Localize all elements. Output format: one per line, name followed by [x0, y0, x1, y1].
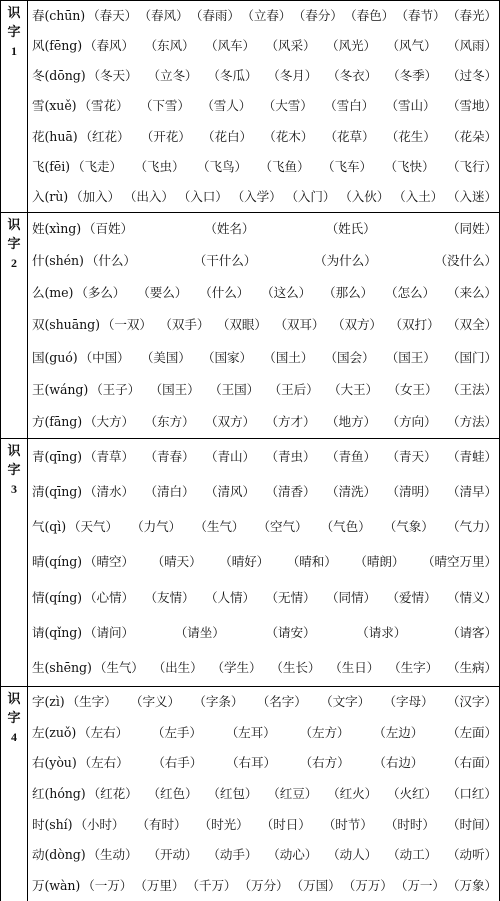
compound-word: （生气）	[93, 660, 144, 676]
section-label-char: 字	[7, 463, 21, 478]
compound-word: （花生）	[385, 128, 436, 144]
compound-word: （中国）	[79, 349, 130, 365]
compound-word: （口红）	[446, 785, 497, 801]
compound-word: （雪人）	[201, 98, 252, 114]
compound-word: （汉字）	[446, 694, 497, 710]
character-row	[32, 381, 497, 399]
compound-word: （红花）	[87, 785, 138, 801]
compound-word: （雪地）	[446, 98, 497, 114]
compound-word: （动工）	[387, 847, 438, 863]
character-row	[32, 413, 497, 431]
compound-word: （姓氏）	[325, 221, 376, 237]
character-row	[32, 518, 497, 536]
section-number: 3	[11, 482, 17, 496]
compound-word: （动手）	[207, 847, 258, 863]
compound-word: （人情）	[204, 589, 255, 605]
compound-word: （左边）	[373, 724, 424, 740]
compound-word: （冬月）	[267, 68, 318, 84]
section-label-char: 识	[7, 218, 21, 233]
compound-word: （开花）	[140, 128, 191, 144]
compound-word: （同姓）	[447, 221, 497, 237]
compound-word: （东风）	[144, 38, 195, 54]
compound-word: （生长）	[270, 660, 321, 676]
character-pinyin: 春(chūn)	[32, 8, 86, 24]
character-row	[32, 349, 497, 367]
word-list	[75, 284, 497, 302]
word-list	[80, 128, 497, 146]
compound-word: （王后）	[268, 381, 319, 397]
word-list	[79, 754, 497, 772]
compound-word: （大雪）	[262, 98, 313, 114]
character-pinyin: 清(qīng)	[32, 483, 82, 499]
compound-word: （同情）	[325, 589, 376, 605]
character-pinyin: 请(qǐng)	[32, 625, 82, 641]
compound-word: （开动）	[147, 847, 198, 863]
compound-word: （友情）	[144, 589, 195, 605]
compound-word: （气力）	[446, 519, 497, 535]
compound-word: （春天）	[87, 8, 138, 24]
word-list	[79, 97, 498, 115]
table-section-1	[1, 1, 499, 213]
compound-word: （生字）	[66, 694, 117, 710]
character-pinyin: 什(shén)	[32, 253, 84, 269]
character-pinyin: 左(zuǒ)	[32, 724, 77, 740]
word-list	[70, 188, 497, 206]
compound-word: （青天）	[386, 448, 437, 464]
compound-word: （天气）	[68, 519, 118, 535]
character-row	[32, 252, 497, 270]
compound-word: （加入）	[70, 188, 121, 204]
compound-word: （花白）	[202, 128, 253, 144]
compound-word: （动心）	[267, 847, 318, 863]
section-label-char: 字	[7, 25, 21, 40]
compound-word: （晴空）	[83, 554, 134, 570]
section-label-char: 字	[7, 711, 21, 726]
compound-word: （国土）	[263, 349, 314, 365]
character-row	[32, 483, 497, 501]
compound-word: （左耳）	[225, 724, 276, 740]
compound-word: （飞走）	[71, 158, 122, 174]
character-pinyin: 花(huā)	[32, 128, 78, 144]
character-pinyin: 方(fāng)	[32, 413, 83, 429]
compound-word: （晴天）	[151, 554, 202, 570]
compound-word: （气象）	[383, 519, 434, 535]
compound-word: （右方）	[299, 755, 350, 771]
compound-word: （下雪）	[139, 98, 190, 114]
compound-word: （力气）	[131, 519, 182, 535]
compound-word: （红豆）	[267, 785, 318, 801]
character-pinyin: 飞(fēi)	[32, 158, 70, 174]
word-list	[78, 724, 497, 742]
compound-word: （地方）	[326, 413, 376, 429]
character-row	[32, 188, 497, 206]
compound-word: （清明）	[386, 483, 437, 499]
compound-word: （春分）	[292, 8, 343, 24]
compound-word: （左右）	[78, 724, 129, 740]
compound-word: （国王）	[385, 349, 436, 365]
compound-word: （文字）	[320, 694, 371, 710]
character-row	[32, 448, 497, 466]
word-list	[90, 381, 497, 399]
compound-word: （春色）	[344, 8, 395, 24]
compound-word: （清白）	[144, 483, 195, 499]
compound-word: （飞快）	[384, 158, 435, 174]
word-list	[84, 448, 497, 466]
compound-word: （万万）	[342, 877, 393, 893]
compound-word: （入口）	[177, 188, 228, 204]
word-list	[94, 659, 497, 677]
character-row	[32, 128, 497, 146]
character-row	[32, 816, 497, 834]
compound-word: （雪花）	[78, 98, 129, 114]
compound-word: （生动）	[87, 847, 138, 863]
compound-word: （飞鸟）	[196, 158, 247, 174]
compound-word: （入土）	[393, 188, 444, 204]
compound-word: （心情）	[83, 589, 134, 605]
word-list	[84, 413, 497, 431]
compound-word: （多么）	[75, 285, 126, 301]
character-pinyin: 双(shuāng)	[32, 317, 100, 333]
compound-word: （飞车）	[321, 158, 372, 174]
compound-word: （右边）	[373, 755, 424, 771]
character-row	[32, 659, 497, 677]
section-label	[1, 687, 28, 901]
character-row	[32, 877, 497, 895]
compound-word: （左方）	[299, 724, 350, 740]
compound-word: （飞鱼）	[259, 158, 310, 174]
compound-word: （立冬）	[147, 68, 198, 84]
compound-word: （右耳）	[225, 755, 276, 771]
word-list	[84, 37, 497, 55]
compound-word: （无情）	[265, 589, 316, 605]
character-pinyin: 国(guó)	[32, 349, 78, 365]
word-list	[84, 589, 497, 607]
compound-word: （春风）	[84, 38, 134, 54]
word-list	[84, 624, 497, 642]
compound-word: （青春）	[144, 448, 195, 464]
compound-word: （飞行）	[446, 158, 497, 174]
compound-word: （风车）	[205, 38, 255, 54]
compound-word: （飞虫）	[134, 158, 185, 174]
compound-word: （时日）	[260, 816, 311, 832]
word-list	[68, 518, 497, 536]
compound-word: （清风）	[204, 483, 255, 499]
compound-word: （请安）	[265, 625, 316, 641]
section-number: 2	[11, 256, 17, 270]
compound-word: （双眼）	[216, 317, 267, 333]
compound-word: （学生）	[211, 660, 262, 676]
compound-word: （情义）	[446, 589, 497, 605]
section-label-char: 字	[7, 237, 21, 252]
compound-word: （动人）	[327, 847, 378, 863]
compound-word: （一双）	[101, 317, 152, 333]
compound-word: （什么）	[199, 285, 250, 301]
compound-word: （万里）	[134, 877, 185, 893]
compound-word: （风雨）	[447, 38, 497, 54]
compound-word: （动听）	[446, 847, 497, 863]
character-pinyin: 冬(dōng)	[32, 68, 86, 84]
word-list	[74, 816, 497, 834]
compound-word: （春节）	[395, 8, 446, 24]
compound-word: （小时）	[74, 816, 125, 832]
word-list	[86, 252, 497, 270]
compound-word: （王法）	[447, 381, 497, 397]
compound-word: （左面）	[446, 724, 497, 740]
section-number: 1	[11, 44, 17, 58]
compound-word: （左手）	[151, 724, 202, 740]
character-pinyin: 红(hóng)	[32, 785, 86, 801]
character-row	[32, 7, 497, 25]
compound-word: （晴朗）	[354, 554, 405, 570]
compound-word: （晴空万里）	[422, 554, 497, 570]
compound-word: （万国）	[290, 877, 341, 893]
compound-word: （花朵）	[446, 128, 497, 144]
compound-word: （名字）	[256, 694, 307, 710]
compound-word: （春雨）	[189, 8, 240, 24]
compound-word: （这么）	[261, 285, 312, 301]
character-row	[32, 624, 497, 642]
character-pinyin: 情(qíng)	[32, 589, 82, 605]
character-pinyin: 雪(xuě)	[32, 98, 77, 114]
compound-word: （大方）	[84, 413, 135, 429]
compound-word: （春光）	[446, 8, 497, 24]
compound-word: （气色）	[320, 519, 371, 535]
compound-word: （来么）	[446, 285, 497, 301]
compound-word: （青虫）	[265, 448, 316, 464]
word-list	[82, 877, 497, 895]
compound-word: （火红）	[387, 785, 438, 801]
compound-word: （大王）	[328, 381, 379, 397]
compound-word: （方才）	[265, 413, 316, 429]
compound-word: （王子）	[90, 381, 141, 397]
compound-word: （国会）	[324, 349, 375, 365]
compound-word: （晴好）	[219, 554, 270, 570]
character-row	[32, 284, 497, 302]
compound-word: （百姓）	[83, 221, 134, 237]
character-pinyin: 字(zì)	[32, 694, 65, 710]
character-pinyin: 晴(qíng)	[32, 554, 82, 570]
compound-word: （东方）	[144, 413, 195, 429]
compound-word: （万分）	[238, 877, 289, 893]
compound-word: （左右）	[78, 755, 129, 771]
section-rows	[28, 1, 499, 212]
compound-word: （入迷）	[446, 188, 497, 204]
word-list	[84, 483, 497, 501]
compound-word: （出入）	[123, 188, 174, 204]
compound-word: （生字）	[388, 660, 439, 676]
character-pinyin: 时(shí)	[32, 816, 73, 832]
compound-word: （时节）	[322, 816, 373, 832]
character-pinyin: 姓(xìng)	[32, 221, 82, 237]
character-row	[32, 589, 497, 607]
compound-word: （双耳）	[274, 317, 325, 333]
compound-word: （时光）	[198, 816, 249, 832]
character-pinyin: 风(fēng)	[32, 38, 83, 54]
section-rows	[28, 439, 499, 686]
compound-word: （美国）	[140, 349, 191, 365]
compound-word: （清水）	[83, 483, 134, 499]
table-section-4	[1, 687, 499, 901]
compound-word: （双方）	[205, 413, 256, 429]
section-label-char: 识	[7, 692, 21, 707]
compound-word: （过冬）	[446, 68, 497, 84]
compound-word: （冬季）	[387, 68, 438, 84]
character-pinyin: 气(qì)	[32, 519, 67, 535]
compound-word: （雪山）	[385, 98, 436, 114]
character-row	[32, 220, 497, 238]
compound-word: （右手）	[152, 755, 203, 771]
compound-word: （立春）	[241, 8, 292, 24]
compound-word: （国家）	[202, 349, 253, 365]
word-list	[87, 7, 497, 25]
table-section-3	[1, 439, 499, 687]
compound-word: （请问）	[83, 625, 134, 641]
word-list	[67, 693, 497, 711]
word-list	[88, 785, 497, 803]
compound-word: （入门）	[285, 188, 336, 204]
compound-word: （要么）	[137, 285, 188, 301]
section-label	[1, 1, 28, 212]
character-pinyin: 青(qīng)	[32, 448, 82, 464]
compound-word: （国门）	[446, 349, 497, 365]
compound-word: （姓名）	[204, 221, 255, 237]
compound-word: （出生）	[152, 660, 203, 676]
compound-word: （清早）	[446, 483, 497, 499]
character-pinyin: 万(wàn)	[32, 877, 81, 893]
compound-word: （方法）	[446, 413, 497, 429]
compound-word: （清香）	[265, 483, 316, 499]
compound-word: （晴和）	[286, 554, 337, 570]
compound-word: （请客）	[446, 625, 497, 641]
character-pinyin: 么(me)	[32, 285, 74, 301]
compound-word: （入学）	[231, 188, 282, 204]
word-list	[80, 349, 497, 367]
character-pinyin: 王(wáng)	[32, 381, 89, 397]
compound-word: （入伙）	[339, 188, 390, 204]
compound-word: （青鱼）	[325, 448, 376, 464]
character-pinyin: 动(dòng)	[32, 847, 86, 863]
character-row	[32, 97, 497, 115]
section-number: 4	[11, 730, 17, 744]
compound-word: （字母）	[383, 694, 434, 710]
compound-word: （字义）	[129, 694, 180, 710]
character-pinyin: 生(shēng)	[32, 660, 92, 676]
word-list	[83, 220, 497, 238]
compound-word: （双打）	[389, 317, 440, 333]
compound-word: （双全）	[446, 317, 497, 333]
character-row	[32, 316, 497, 334]
section-rows	[28, 213, 499, 438]
compound-word: （青山）	[204, 448, 255, 464]
compound-word: （风采）	[265, 38, 316, 54]
compound-word: （国王）	[149, 381, 200, 397]
compound-word: （女王）	[387, 381, 438, 397]
compound-word: （字条）	[193, 694, 244, 710]
compound-word: （什么）	[85, 253, 136, 269]
compound-word: （没什么）	[434, 253, 497, 269]
character-row	[32, 693, 497, 711]
compound-word: （有时）	[136, 816, 187, 832]
compound-word: （红色）	[147, 785, 198, 801]
word-list	[88, 846, 497, 864]
character-row	[32, 37, 497, 55]
compound-word: （雪白）	[324, 98, 375, 114]
compound-word: （双方）	[331, 317, 382, 333]
compound-word: （红花）	[79, 128, 130, 144]
compound-word: （冬天）	[87, 68, 138, 84]
compound-word: （空气）	[257, 519, 308, 535]
compound-word: （干什么）	[193, 253, 257, 269]
character-row	[32, 67, 497, 85]
compound-word: （怎么）	[385, 285, 435, 301]
compound-word: （千万）	[186, 877, 237, 893]
character-pinyin: 入(rù)	[32, 188, 69, 204]
compound-word: （为什么）	[314, 253, 377, 269]
word-list	[84, 553, 497, 571]
compound-word: （花木）	[263, 128, 314, 144]
compound-word: （请坐）	[174, 625, 225, 641]
compound-word: （一万）	[82, 877, 133, 893]
section-label	[1, 439, 28, 686]
character-row	[32, 754, 497, 772]
section-label-char: 识	[7, 6, 21, 21]
compound-word: （红火）	[327, 785, 378, 801]
compound-word: （青蛙）	[446, 448, 497, 464]
compound-word: （生日）	[329, 660, 380, 676]
compound-word: （请求）	[356, 625, 407, 641]
section-label-char: 识	[7, 444, 21, 459]
compound-word: （双手）	[159, 317, 210, 333]
compound-word: （冬衣）	[327, 68, 378, 84]
compound-word: （冬瓜）	[207, 68, 258, 84]
character-row	[32, 846, 497, 864]
compound-word: （右面）	[447, 755, 497, 771]
character-pinyin: 右(yòu)	[32, 755, 77, 771]
compound-word: （花草）	[324, 128, 375, 144]
compound-word: （生气）	[194, 519, 245, 535]
word-list	[72, 158, 497, 176]
compound-word: （万象）	[447, 877, 497, 893]
compound-word: （风光）	[326, 38, 376, 54]
character-row	[32, 553, 497, 571]
compound-word: （风气）	[386, 38, 437, 54]
section-label	[1, 213, 28, 438]
compound-word: （万一）	[394, 877, 445, 893]
compound-word: （那么）	[323, 285, 374, 301]
compound-word: （爱情）	[386, 589, 437, 605]
table-section-2	[1, 213, 499, 439]
character-row	[32, 158, 497, 176]
word-list	[102, 316, 497, 334]
compound-word: （清洗）	[325, 483, 376, 499]
compound-word: （时间）	[447, 816, 497, 832]
character-row	[32, 785, 497, 803]
compound-word: （生病）	[446, 660, 497, 676]
compound-word: （红包）	[207, 785, 258, 801]
compound-word: （王国）	[209, 381, 260, 397]
compound-word: （春风）	[138, 8, 189, 24]
section-rows	[28, 687, 499, 901]
character-row	[32, 724, 497, 742]
word-list	[88, 67, 497, 85]
compound-word: （青草）	[83, 448, 134, 464]
compound-word: （方向）	[386, 413, 437, 429]
compound-word: （时时）	[384, 816, 435, 832]
